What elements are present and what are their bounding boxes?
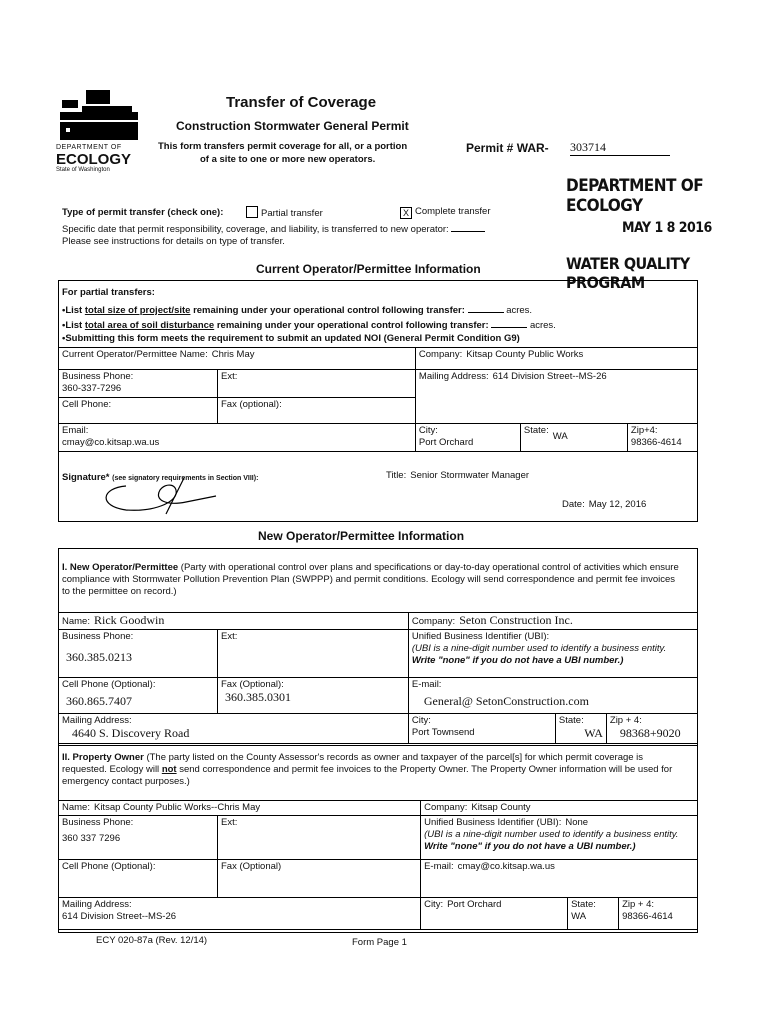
current-operator-table [58, 347, 698, 452]
current-section-heading: Current Operator/Permittee Information [256, 262, 481, 276]
current-date-label: Date: [562, 499, 585, 510]
header-line2: of a site to one or more new operators. [200, 154, 376, 165]
owner-ext-label: Ext: [221, 817, 238, 828]
current-cell-label: Cell Phone: [62, 399, 112, 410]
owner-intro-bold: II. Property Owner [62, 752, 144, 763]
current-fax-label: Fax (optional): [221, 399, 282, 410]
current-state-label: State: [523, 425, 549, 436]
owner-phone-cell[interactable] [59, 816, 218, 860]
current-zip-label: Zip+4: [630, 425, 658, 436]
current-title-value: Senior Stormwater Manager [410, 470, 530, 481]
bullet2-post: remaining under your operational control following transfer: [214, 320, 489, 331]
current-title-label: Title: [386, 470, 407, 481]
owner-ubi-note: (UBI is a nine-digit number used to identify a business entity. [424, 829, 679, 840]
new-zip-label: Zip + 4: [609, 715, 642, 726]
bullet2-unit: acres. [529, 320, 556, 331]
new-city-value: Port Townsend [411, 727, 475, 738]
current-cell-phone-cell[interactable] [59, 398, 218, 424]
current-ext-label: Ext: [221, 371, 238, 382]
current-state-value: WA [552, 431, 568, 442]
project-acres-field[interactable] [468, 303, 504, 313]
new-phone-label: Business Phone: [62, 631, 134, 642]
owner-mailing-value: 614 Division Street--MS-26 [62, 911, 177, 922]
owner-table [58, 800, 698, 930]
current-email-label: Email: [62, 425, 89, 436]
form-subtitle: Construction Stormwater General Permit [176, 119, 409, 133]
new-fax-label: Fax (Optional): [221, 679, 284, 690]
partial-heading: For partial transfers: [62, 287, 155, 298]
owner-city-value: Port Orchard [447, 899, 502, 910]
new-ext-label: Ext: [221, 631, 238, 642]
owner-cell-label: Cell Phone (Optional): [62, 861, 156, 872]
new-phone-cell[interactable] [59, 630, 218, 678]
page-label: Form Page 1 [352, 937, 407, 948]
current-date-value: May 12, 2016 [588, 499, 647, 510]
new-ubi-cell[interactable] [408, 630, 697, 678]
owner-intro-text: (The party listed on the County Assessor's records as owner and taxpayer of the parcel[s] for which permit coverage is requested. Ecology will [62, 752, 644, 775]
bullet-soil-area [62, 318, 556, 332]
owner-name-label: Name: [62, 802, 90, 813]
current-mailing-value: 614 Division Street--MS-26 [492, 371, 607, 382]
new-cell-value: 360.865.7407 [66, 694, 132, 708]
complete-transfer-option[interactable] [400, 206, 491, 219]
ecology-logo [56, 90, 146, 174]
stamp-program: WATER QUALITY PROGRAM [566, 254, 690, 292]
owner-company-label: Company: [424, 802, 468, 813]
partial-transfer-checkbox[interactable] [246, 206, 258, 218]
current-name-cell[interactable] [59, 348, 416, 370]
new-company-label: Company: [411, 616, 456, 627]
owner-email-label: E-mail: [424, 861, 454, 872]
current-phone-label: Business Phone: [62, 371, 134, 382]
owner-state-label: State: [571, 899, 596, 910]
current-email-cell[interactable] [59, 424, 416, 452]
current-mailing-cell[interactable] [415, 370, 697, 424]
new-cell-phone-cell[interactable] [59, 678, 218, 714]
instructions-note: Please see instructions for details on type of transfer. [62, 236, 285, 247]
form-id: ECY 020-87a (Rev. 12/14) [96, 935, 208, 946]
logo-ecology: ECOLOGY [56, 151, 132, 168]
current-city-cell[interactable] [415, 424, 520, 452]
new-cell-label: Cell Phone (Optional): [62, 679, 156, 690]
current-name-value: Chris May [211, 349, 255, 360]
new-state-value: WA [584, 726, 603, 740]
owner-fax-cell[interactable] [218, 860, 421, 898]
complete-transfer-checkbox[interactable]: X [400, 207, 412, 219]
complete-transfer-label: Complete transfer [415, 206, 491, 217]
current-zip-cell[interactable] [627, 424, 697, 452]
new-email-cell[interactable] [408, 678, 697, 714]
new-company-value: Seton Construction Inc. [459, 613, 573, 627]
owner-email-cell[interactable] [421, 860, 698, 898]
new-state-label: State: [558, 715, 584, 726]
owner-ubi-note2: Write "none" if you do not have a UBI number.) [424, 841, 636, 852]
new-phone-value: 360.385.0213 [66, 650, 132, 664]
owner-company-cell[interactable] [421, 801, 698, 816]
owner-intro-not: not [161, 764, 177, 775]
current-phone-cell[interactable] [59, 370, 218, 398]
partial-transfer-label: Partial transfer [261, 208, 323, 219]
new-intro-text: (Party with operational control over plans and specifications or day-to-day operational control of activities which ensure compliance with Stormwater Pollution Prevention Plan (SWPPP) and permit conditions. Ecology will send correspondence and permit fee invoices to the permittee on record.) [62, 562, 679, 597]
new-zip-cell[interactable] [606, 714, 697, 744]
current-name-label: Current Operator/Permittee Name: [62, 349, 208, 360]
new-name-value: Rick Goodwin [93, 613, 165, 627]
current-company-value: Kitsap County Public Works [466, 349, 584, 360]
new-fax-value: 360.385.0301 [225, 690, 291, 704]
new-name-cell[interactable] [59, 613, 409, 630]
new-operator-table [58, 612, 698, 744]
owner-zip-value: 98366-4614 [622, 911, 673, 922]
current-company-label: Company: [418, 349, 463, 360]
new-city-label: City: [411, 715, 431, 726]
ecology-logo-mark [56, 90, 140, 144]
new-email-label: E-mail: [411, 679, 442, 690]
new-section-heading: New Operator/Permittee Information [258, 529, 465, 543]
owner-ubi-cell[interactable] [421, 816, 698, 860]
logo-state: State of Washington [56, 167, 110, 173]
new-ubi-label: Unified Business Identifier (UBI): [411, 631, 550, 642]
current-state-cell[interactable] [520, 424, 627, 452]
new-ext-cell[interactable] [218, 630, 409, 678]
new-email-value: General@ SetonConstruction.com [423, 694, 589, 708]
owner-state-cell[interactable] [568, 898, 619, 930]
form-title: Transfer of Coverage [226, 94, 377, 111]
header-line1: This form transfers permit coverage for all, or a portion [158, 141, 408, 152]
current-phone-value: 360-337-7296 [62, 383, 122, 394]
new-mailing-label: Mailing Address: [62, 715, 132, 726]
owner-intro [62, 752, 688, 788]
owner-fax-label: Fax (Optional) [221, 861, 282, 872]
bullet-noi: •Submitting this form meets the requirement to submit an updated NOI (General Permit Condition G9) [62, 333, 520, 344]
signature-note: (see signatory requirements in Section VIII): [112, 475, 259, 482]
owner-city-cell[interactable] [421, 898, 568, 930]
bullet2-underlined: total area of soil disturbance [84, 320, 215, 331]
bullet1-unit: acres. [506, 305, 533, 316]
bullet1-pre: •List [62, 305, 85, 316]
new-name-label: Name: [62, 616, 90, 627]
permit-label: Permit # WAR- [466, 141, 549, 155]
soil-acres-field[interactable] [491, 318, 527, 328]
owner-phone-label: Business Phone: [62, 817, 134, 828]
new-ubi-note: (UBI is a nine-digit number used to identify a business entity. [411, 643, 667, 654]
owner-email-value: cmay@co.kitsap.wa.us [457, 861, 555, 872]
current-zip-value: 98366-4614 [630, 437, 682, 448]
owner-zip-cell[interactable] [619, 898, 698, 930]
permit-number: 303714 [570, 140, 670, 156]
owner-cell-phone-cell[interactable] [59, 860, 218, 898]
new-operator-intro [62, 562, 682, 598]
owner-ubi-value: None [565, 817, 589, 828]
current-date-row[interactable] [562, 499, 646, 511]
owner-ubi-label: Unified Business Identifier (UBI): [424, 817, 562, 828]
owner-mailing-cell[interactable] [59, 898, 421, 930]
owner-name-cell[interactable] [59, 801, 421, 816]
new-city-cell[interactable] [408, 714, 555, 744]
owner-zip-label: Zip + 4: [622, 899, 655, 910]
specific-date-text: Specific date that permit responsibility, coverage, and liability, is transferred to new operator: [62, 224, 449, 235]
new-mailing-cell[interactable] [59, 714, 409, 744]
signature-label: Signature* [62, 472, 110, 483]
current-city-label: City: [418, 425, 438, 436]
stamp-dept: DEPARTMENT OF ECOLOGY [566, 176, 704, 216]
current-company-cell[interactable] [415, 348, 697, 370]
new-intro-bold: I. New Operator/Permittee [62, 562, 179, 573]
current-fax-cell[interactable] [218, 398, 416, 424]
new-company-cell[interactable] [408, 613, 697, 630]
bullet1-underlined: total size of project/site [84, 305, 191, 316]
current-mailing-label: Mailing Address: [418, 371, 489, 382]
logo-dept-of: DEPARTMENT OF [56, 144, 122, 151]
transfer-type-label: Type of permit transfer (check one): [62, 207, 224, 218]
owner-mailing-label: Mailing Address: [62, 899, 132, 910]
bullet1-post: remaining under your operational control following transfer: [190, 305, 465, 316]
current-title-row[interactable] [386, 470, 529, 482]
new-zip-value: 98368+9020 [619, 726, 681, 740]
current-city-value: Port Orchard [418, 437, 474, 448]
new-ubi-note2: Write "none" if you do not have a UBI number.) [411, 655, 624, 666]
current-ext-cell[interactable] [218, 370, 416, 398]
specific-date-label [62, 222, 485, 236]
stamp-date: MAY 1 8 2016 [622, 220, 712, 236]
specific-date-field[interactable] [451, 222, 485, 232]
owner-company-value: Kitsap County [471, 802, 531, 813]
bullet-project-size [62, 303, 532, 317]
owner-ext-cell[interactable] [218, 816, 421, 860]
signature-image [96, 466, 246, 516]
new-state-cell[interactable] [555, 714, 606, 744]
owner-intro-text2: send correspondence and permit fee invoices to the Property Owner. The Property Owner information will be used for emergency contact purposes.) [62, 764, 673, 787]
owner-state-value: WA [571, 911, 587, 922]
bullet2-pre: •List [62, 320, 85, 331]
owner-name-value: Kitsap County Public Works--Chris May [93, 802, 261, 813]
new-mailing-value: 4640 S. Discovery Road [72, 726, 190, 740]
partial-transfer-option[interactable] [246, 206, 323, 220]
owner-phone-value: 360 337 7296 [62, 833, 121, 844]
new-fax-cell[interactable] [218, 678, 409, 714]
owner-city-label: City: [424, 899, 444, 910]
current-email-value: cmay@co.kitsap.wa.us [62, 437, 160, 448]
